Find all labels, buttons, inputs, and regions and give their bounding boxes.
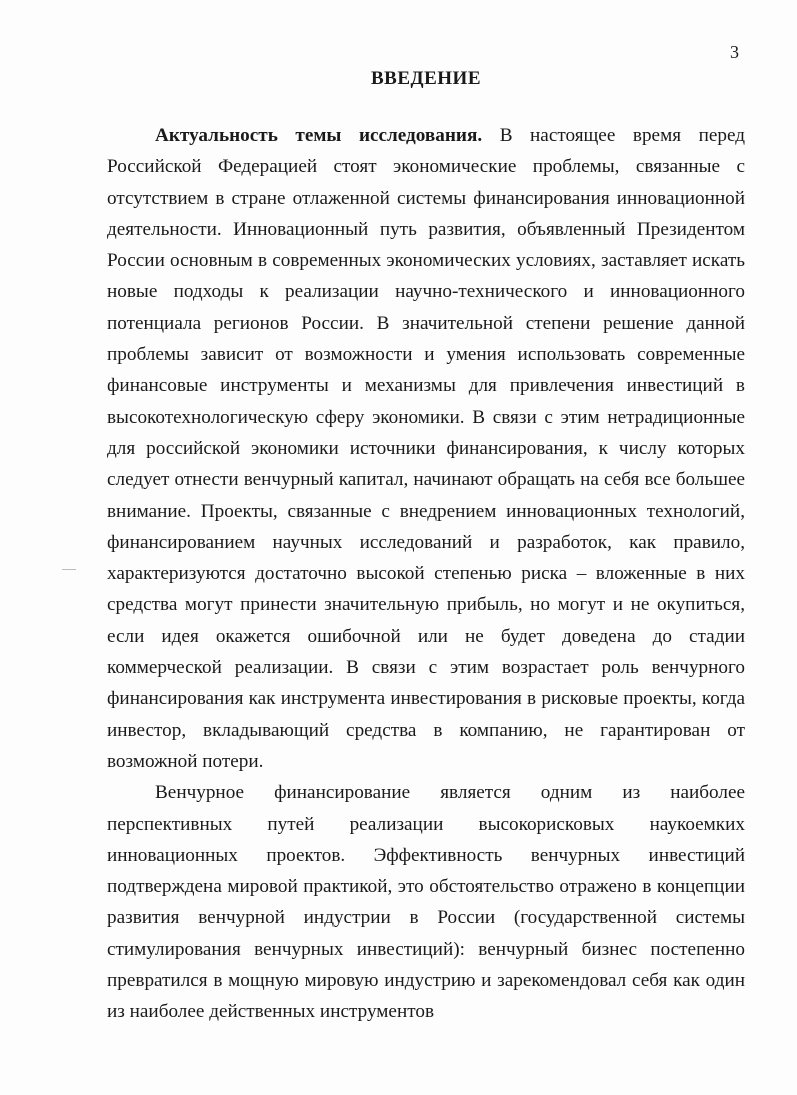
body-text [107, 120, 745, 1028]
paragraph-text: Венчурное финансирование является одним из наиболее перспективных путей реализации высокорисковых наукоемких инновационных проектов. Эффективность венчурных инвестиций подтверждена мировой практикой, это обстоятельство отражено в концепции развития венчурной индустрии в России (государственной системы стимулирования венчурных инвестиций): венчурный бизнес постепенно превратился в мощную мировую индустрию и зарекомендовал себя как один из наиболее действенных инструментов [107, 782, 745, 1023]
paragraph-lead-heading: Актуальность темы исследования. [155, 125, 483, 146]
paragraph-relevance [107, 120, 745, 777]
page-number: 3 [730, 42, 739, 62]
paragraph-text: В настоящее время перед Российской Федерацией стоят экономические проблемы, связанные с отсутствием в стране отлаженной системы финансирования инновационной деятельности. Инновационный путь развития, объявленный Президентом России основным в современных экономических условиях, заставляет искать новые подходы к реализации научно-технического и инновационного потенциала регионов России. В значительной степени решение данной проблемы зависит от возможности и умения использовать современные финансовые инструменты и механизмы для привлечения инвестиций в высокотехнологическую сферу экономики. В связи с этим нетрадиционные для российской экономики источники финансирования, к числу которых следует отнести венчурный капитал, начинают обращать на себя все большее внимание. Проекты, связанные с внедрением инновационных технологий, финансированием научных исследований и разработок, как правило, характеризуются достаточно высокой степенью риска – вложенные в них средства могут принести значительную прибыль, но могут и не окупиться, если идея окажется ошибочной или не будет доведена до стадии коммерческой реализации. В связи с этим возрастает роль венчурного финансирования как инструмента инвестирования в рисковые проекты, когда инвестор, вкладывающий средства в компанию, не гарантирован от возможной потери. [107, 125, 745, 772]
margin-mark [62, 569, 76, 570]
page-title: ВВЕДЕНИЕ [371, 68, 481, 89]
paragraph-venture-financing [107, 777, 745, 1027]
